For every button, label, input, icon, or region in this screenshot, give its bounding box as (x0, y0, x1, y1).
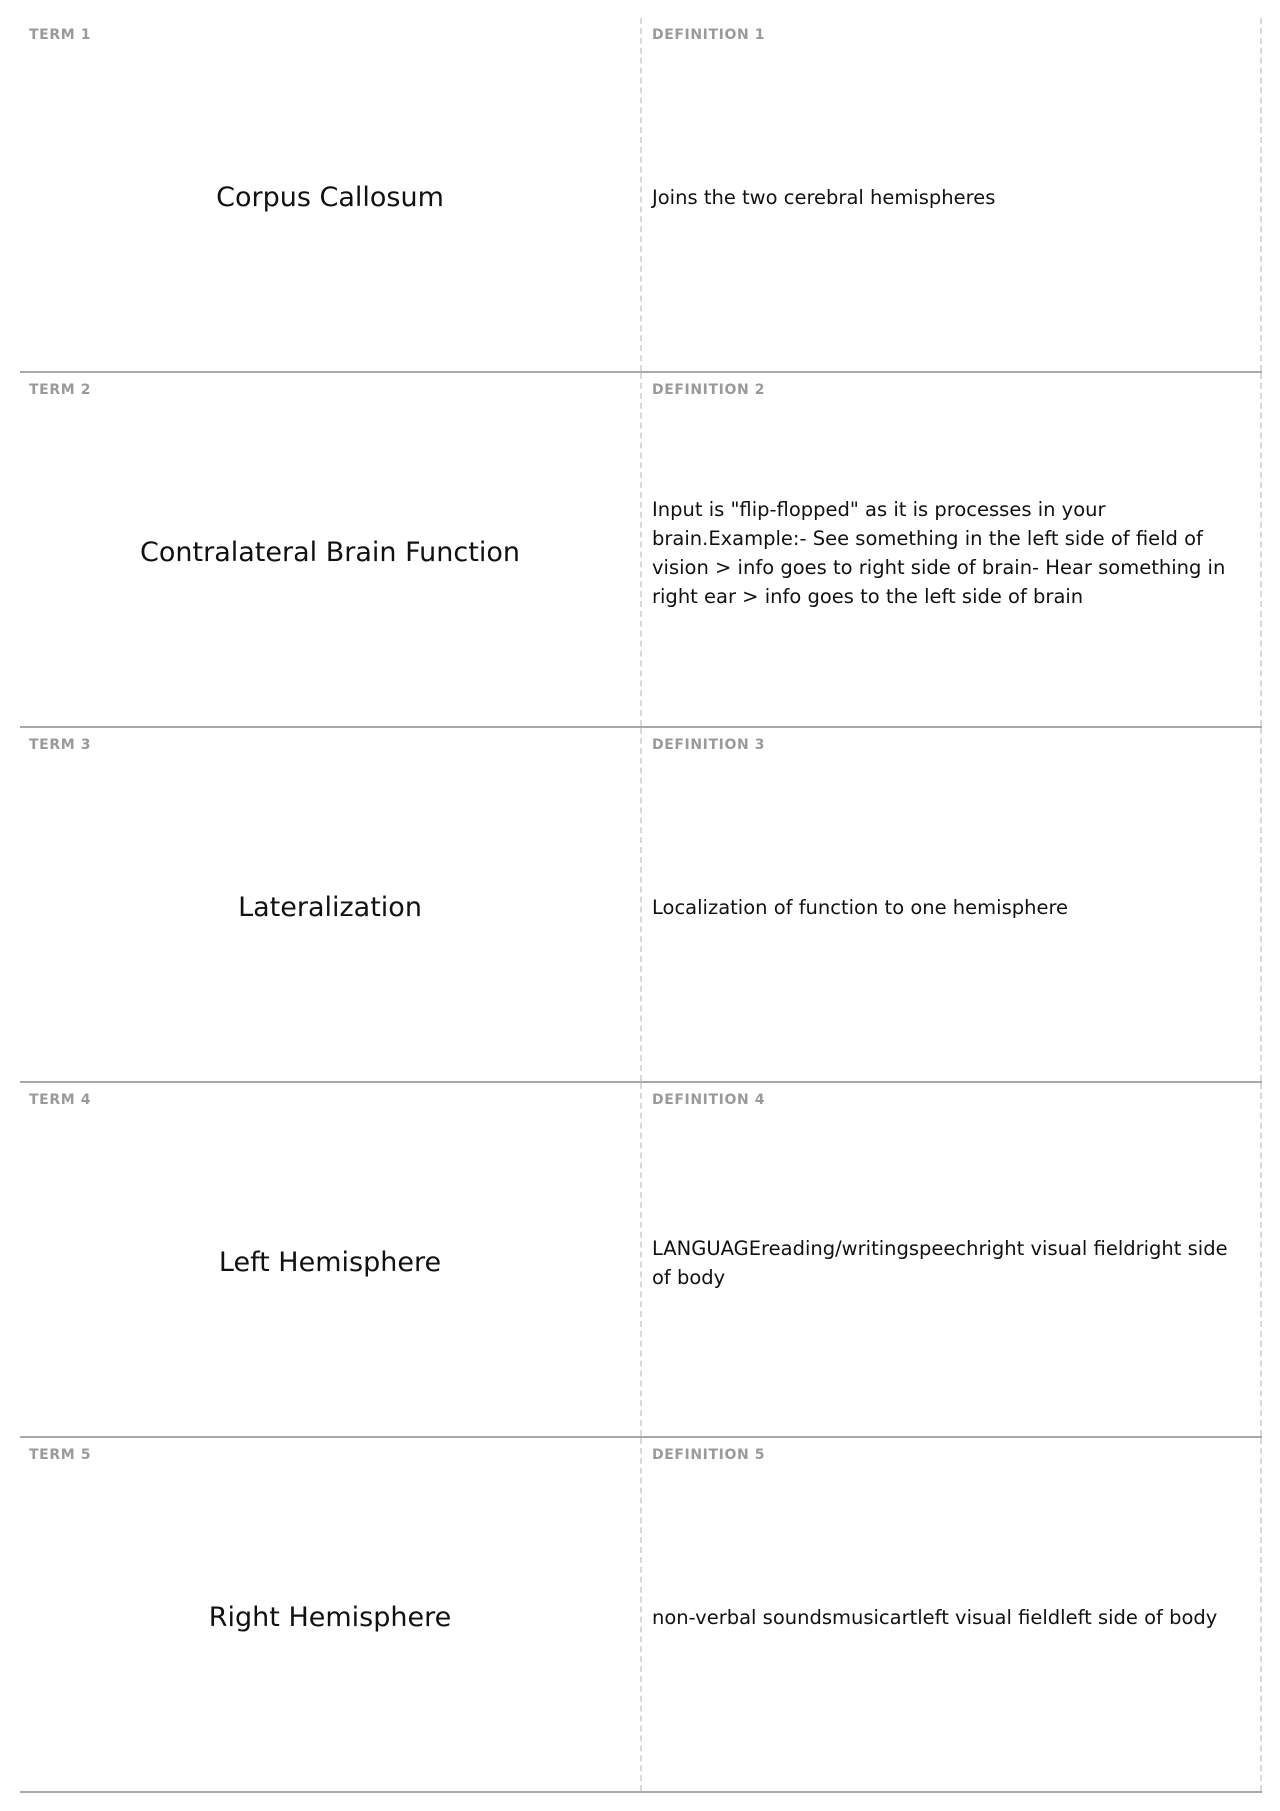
card-row-4 (20, 1083, 1262, 1438)
term-label: TERM 2 (29, 382, 92, 398)
definition-cell (642, 373, 1262, 726)
card-row-5 (20, 1438, 1262, 1793)
definition-text: Input is "flip-flopped" as it is processes in your brain.Example:- See something in the left side of field of vision > info goes to right side of brain- Hear something in right ear > info goes to the left side of brain (652, 497, 1226, 608)
card-row-3 (20, 728, 1262, 1083)
term-label: TERM 4 (29, 1092, 92, 1108)
term-text: Contralateral Brain Function (140, 537, 520, 568)
definition-label: DEFINITION 2 (652, 382, 766, 398)
term-label: TERM 1 (29, 27, 92, 43)
definition-text: non-verbal soundsmusicartleft visual fieldleft side of body (652, 1606, 1218, 1629)
definition-cell (642, 728, 1262, 1081)
definition-cell (642, 18, 1262, 371)
definition-label: DEFINITION 4 (652, 1092, 766, 1108)
term-cell (20, 1083, 642, 1436)
definition-label: DEFINITION 3 (652, 737, 766, 753)
term-text: Lateralization (238, 892, 422, 923)
definition-label: DEFINITION 5 (652, 1447, 766, 1463)
term-label: TERM 3 (29, 737, 92, 753)
term-text: Corpus Callosum (216, 182, 444, 213)
term-text: Left Hemisphere (218, 1247, 442, 1278)
definition-cell (642, 1438, 1262, 1791)
definition-cell (642, 1083, 1262, 1436)
term-cell (20, 373, 642, 726)
term-label: TERM 5 (29, 1447, 92, 1463)
term-cell (20, 728, 642, 1081)
definition-text: LANGUAGEreading/writingspeechright visual fieldright side of body (652, 1236, 1228, 1289)
term-text: Right Hemisphere (208, 1602, 452, 1633)
flashcard-sheet (20, 18, 1262, 1793)
term-cell (20, 18, 642, 371)
definition-label: DEFINITION 1 (652, 27, 766, 43)
definition-text: Localization of function to one hemisphere (652, 896, 1069, 919)
card-row-2 (20, 373, 1262, 728)
definition-text: Joins the two cerebral hemispheres (652, 186, 996, 209)
card-row-1 (20, 18, 1262, 373)
term-cell (20, 1438, 642, 1791)
